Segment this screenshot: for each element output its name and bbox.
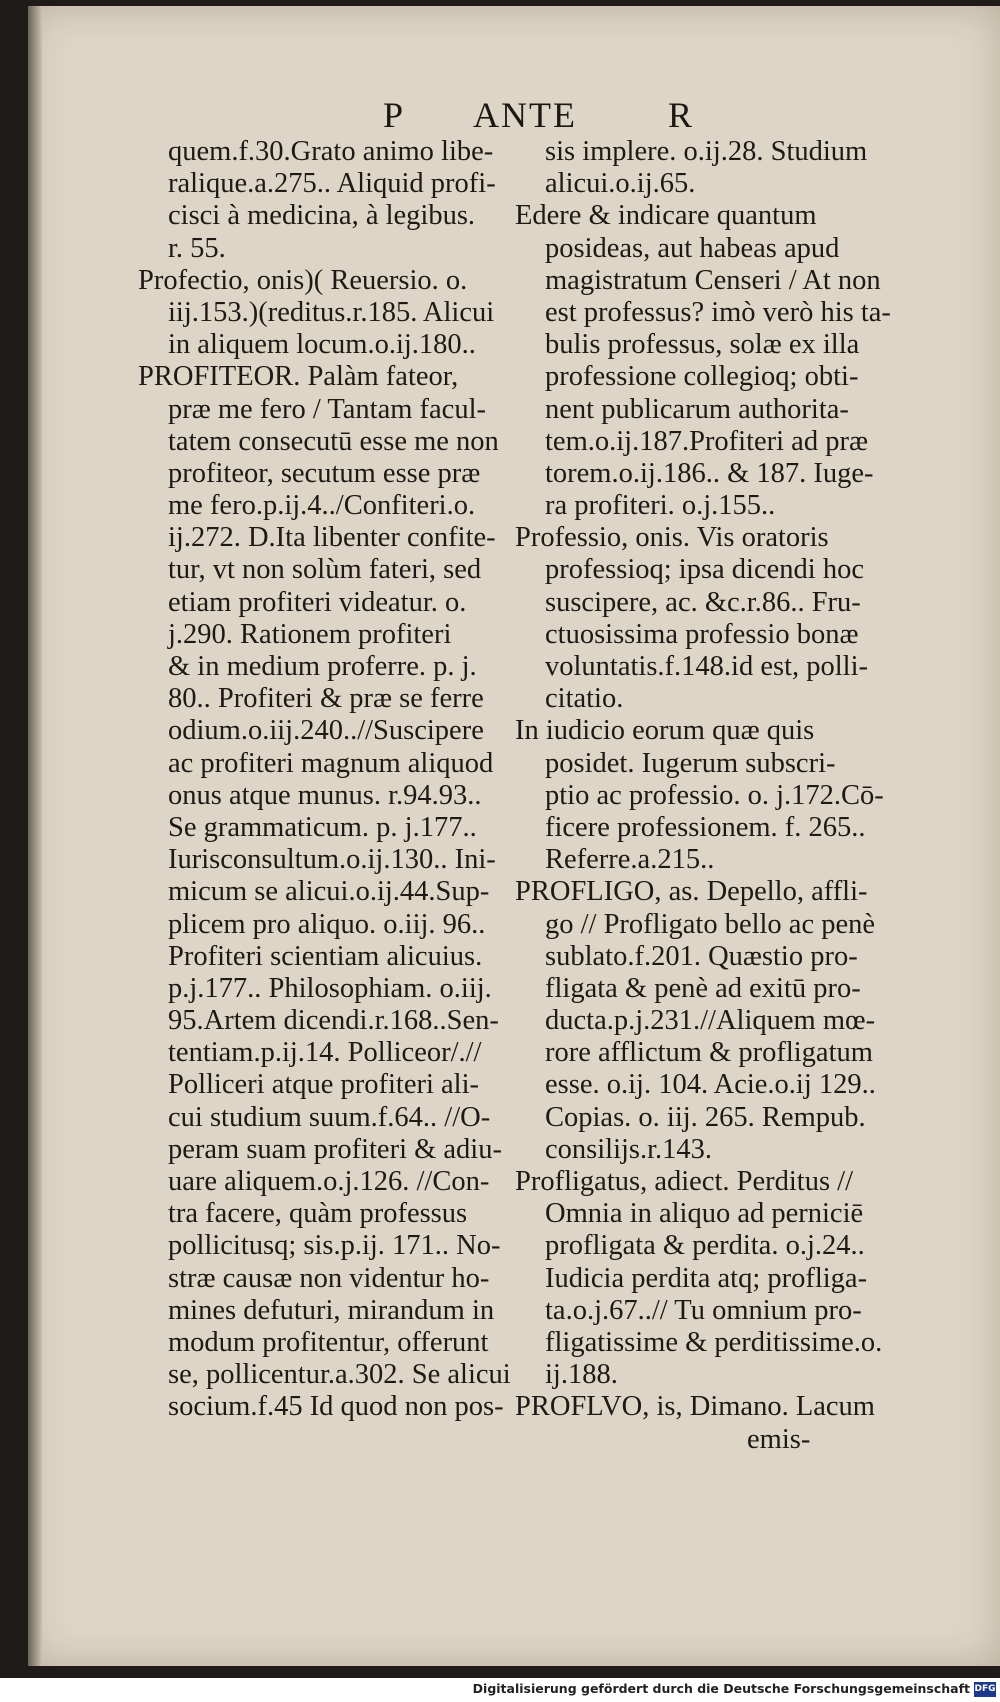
header-letter-p: P (383, 95, 406, 135)
left-column-line: j.290. Rationem profiteri (168, 618, 452, 650)
left-column-line: r. 55. (168, 232, 226, 264)
right-column-line: ra profiteri. o.j.155.. (545, 490, 776, 522)
left-column-line: 95.Artem dicendi.r.168..Sen- (168, 1005, 499, 1037)
right-column-line: alicui.o.ij.65. (545, 168, 696, 200)
left-column-line: ij.272. D.Ita libenter confite- (168, 522, 496, 554)
right-column-line: nent publicarum authorita- (545, 393, 849, 425)
left-column-line: micum se alicui.o.ij.44.Sup- (168, 876, 490, 908)
left-column-line: onus atque munus. r.94.93.. (168, 779, 482, 811)
left-column-line: cui studium suum.f.64.. //O- (168, 1101, 491, 1133)
dfg-logo: DFG (974, 1682, 996, 1697)
left-column-line: quem.f.30.Grato animo libe- (168, 136, 494, 167)
right-column-line: est professus? imò verò his ta- (545, 296, 891, 328)
right-column-line: PROFLIGO, as. Depello, affli- (515, 876, 868, 908)
left-column (138, 136, 578, 1424)
right-column-line: PROFLVO, is, Dimano. Lacum (515, 1391, 875, 1423)
right-column-line: ta.o.j.67..// Tu omnium pro- (545, 1294, 862, 1326)
left-column-line: PROFITEOR. Palàm fateor, (138, 361, 459, 393)
right-column-line: ducta.p.j.231.//Aliquem mœ- (545, 1005, 876, 1037)
left-column-line: etiam profiteri videatur. o. (168, 586, 467, 618)
right-column-line: Edere & indicare quantum (515, 200, 817, 232)
right-column-line: consilijs.r.143. (545, 1133, 713, 1165)
left-column-line: tra facere, quàm professus (168, 1198, 468, 1230)
right-column-line: professione collegioq; obti- (545, 361, 859, 393)
right-column-line: Copias. o. iij. 265. Rempub. (545, 1101, 866, 1133)
left-column-line: stræ causæ non videntur ho- (168, 1262, 490, 1294)
book-page (28, 6, 1000, 1666)
left-column-line: plicem pro aliquo. o.iij. 96.. (168, 908, 486, 940)
left-column-line: Profectio, onis)( Reuersio. o. (138, 264, 468, 296)
header-ante: ANTE (473, 95, 577, 135)
right-column-line: Professio, onis. Vis oratoris (515, 522, 829, 554)
left-column-line: peram suam profiteri & adiu- (168, 1133, 502, 1165)
left-column-line: Iurisconsultum.o.ij.130.. Ini- (168, 844, 496, 876)
right-column-line: esse. o.ij. 104. Acie.o.ij 129.. (545, 1069, 876, 1101)
left-column-line: Polliceri atque profiteri ali- (168, 1069, 480, 1101)
left-column-line: tur, vt non solùm fateri, sed (168, 554, 482, 586)
left-column-line: præ me fero / Tantam facul- (168, 393, 486, 425)
left-column-line: socium.f.45 Id quod non pos- (168, 1391, 504, 1423)
left-column-line: mines defuturi, mirandum in (168, 1294, 495, 1326)
right-column-line: sublato.f.201. Quæstio pro- (545, 940, 858, 972)
right-column-line: Referre.a.215.. (545, 844, 715, 876)
left-column-line: cisci à medicina, à legibus. (168, 200, 476, 232)
right-column-line: In iudicio eorum quæ quis (515, 715, 815, 747)
right-column-line: Omnia in aliquo ad perniciē (545, 1198, 864, 1230)
left-column-line: pollicitusq; sis.p.ij. 171.. No- (168, 1230, 501, 1262)
left-column-line: iij.153.)(reditus.r.185. Alicui (168, 296, 495, 328)
right-column-line: voluntatis.f.148.id est, polli- (545, 651, 868, 682)
right-column-line: sis implere. o.ij.28. Studium (545, 136, 868, 167)
left-column-line: uare aliquem.o.j.126. //Con- (168, 1166, 490, 1197)
right-column-line: rore afflictum & profligatum (545, 1037, 873, 1069)
left-column-line: profiteor, secutum esse præ (168, 457, 481, 489)
right-column-line: torem.o.ij.186.. & 187. Iuge- (545, 457, 874, 489)
right-column-line: magistratum Censeri / At non (545, 264, 881, 296)
left-column-line: me fero.p.ij.4../Confiteri.o. (168, 490, 476, 522)
digitization-footer (0, 1678, 1000, 1702)
left-column-line: ralique.a.275.. Aliquid profi- (168, 168, 496, 200)
right-column-line: suscipere, ac. &c.r.86.. Fru- (545, 586, 861, 618)
left-column-line: p.j.177.. Philosophiam. o.iij. (168, 972, 492, 1004)
header-letter-r: R (668, 95, 695, 135)
right-column-line: fligata & penè ad exitū pro- (545, 972, 861, 1004)
running-header (28, 94, 1000, 138)
left-column-line: odium.o.iij.240..//Suscipere (168, 715, 484, 747)
right-column-line: professioq; ipsa dicendi hoc (545, 554, 864, 586)
left-column-line: se, pollicentur.a.302. Se alicui (168, 1359, 511, 1391)
right-column-line: Iudicia perdita atq; profliga- (545, 1262, 868, 1294)
left-column-line: modum profitentur, offerunt (168, 1326, 489, 1358)
right-column-line: fligatissime & perditissime.o. (545, 1326, 883, 1358)
left-column-line: in aliquem locum.o.ij.180.. (168, 329, 476, 361)
right-column-line: ptio ac professio. o. j.172.Cō- (545, 779, 884, 811)
left-column-line: Profiteri scientiam alicuius. (168, 940, 483, 972)
left-column-line: 80.. Profiteri & præ se ferre (168, 683, 484, 715)
page-gutter (28, 6, 42, 1666)
right-column-line: tem.o.ij.187.Profiteri ad præ (545, 425, 868, 457)
left-column-line: tentiam.p.ij.14. Polliceor/.// (168, 1037, 482, 1069)
left-column-line: & in medium proferre. p. j. (168, 651, 477, 682)
footer-credit: Digitalisierung gefördert durch die Deutsche Forschungsgemeinschaft (472, 1681, 970, 1696)
left-column-line: Se grammaticum. p. j.177.. (168, 811, 477, 843)
left-column-line: ac profiteri magnum aliquod (168, 747, 494, 779)
right-column-line: posideas, aut habeas apud (545, 232, 840, 264)
right-column-line: Profligatus, adiect. Perditus // (515, 1166, 853, 1197)
right-column-line: bulis professus, solæ ex illa (545, 329, 860, 361)
right-column-line: ficere professionem. f. 265.. (545, 811, 866, 843)
right-column-line: go // Profligato bello ac penè (545, 908, 876, 940)
left-column-line: tatem consecutū esse me non (168, 425, 499, 457)
right-column-line: ij.188. (545, 1359, 618, 1391)
right-column-line: profligata & perdita. o.j.24.. (545, 1230, 865, 1262)
right-column (515, 136, 955, 1456)
right-column-line: posidet. Iugerum subscri- (545, 747, 836, 779)
right-column-line: citatio. (545, 683, 624, 715)
right-column-line: emis- (747, 1423, 811, 1455)
right-column-line: ctuosissima professio bonæ (545, 618, 859, 650)
